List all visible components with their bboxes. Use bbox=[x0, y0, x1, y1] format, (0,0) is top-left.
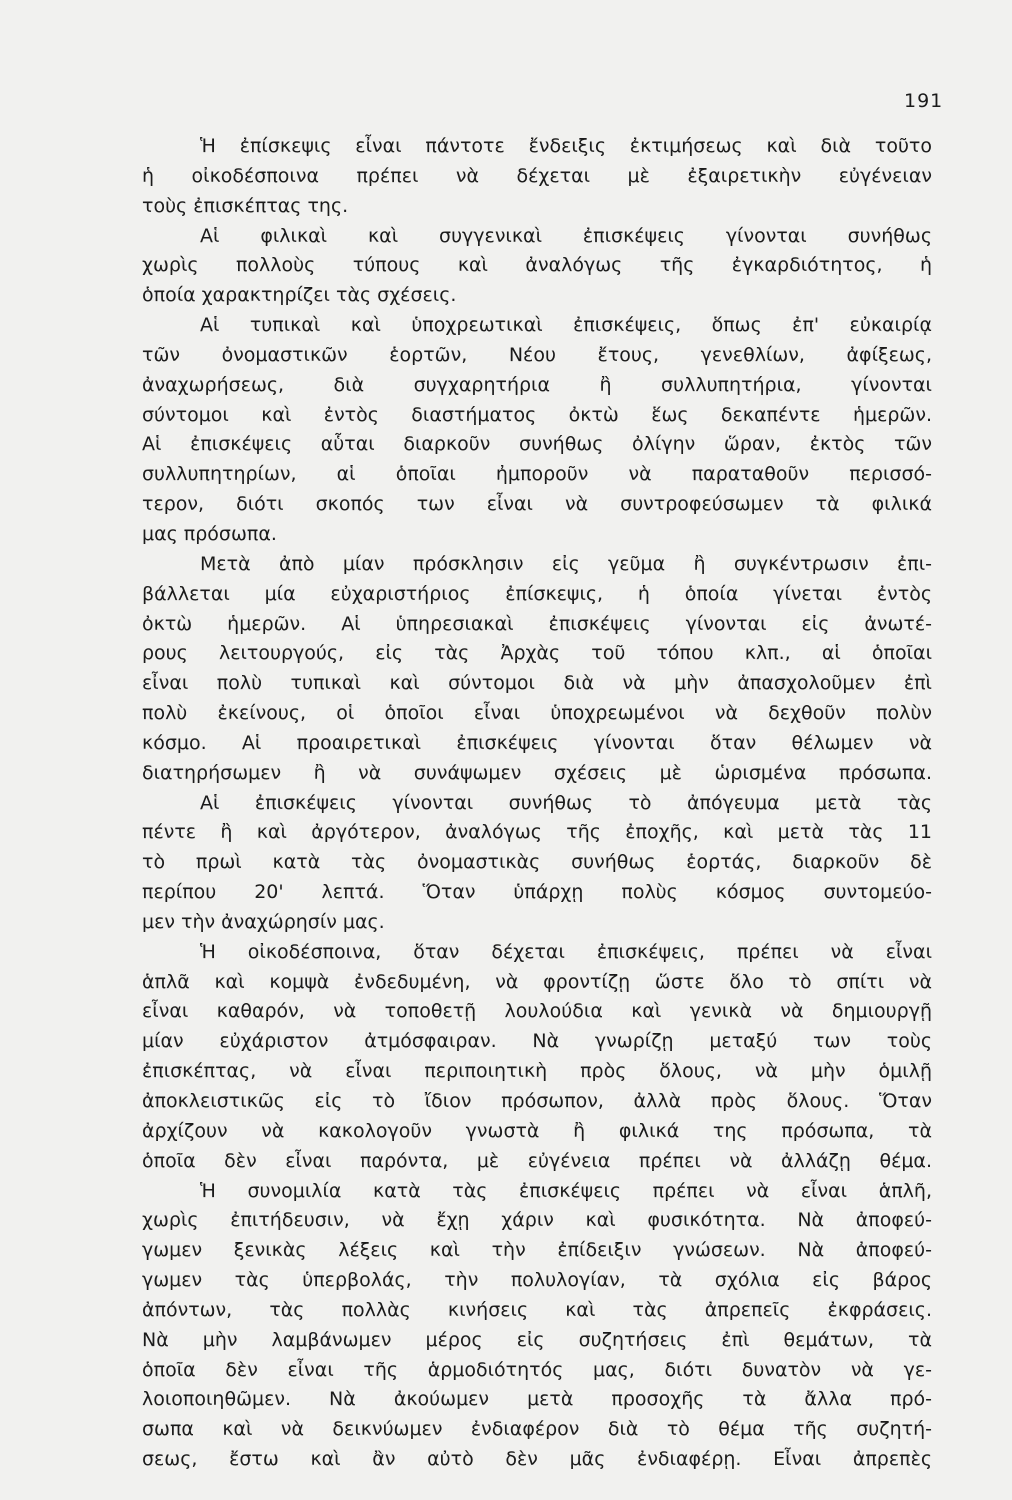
text-line: ἀποκλειστικῶς εἰς τὸ ἴδιον πρόσωπον, ἀλλὰ πρὸς ὅλους. Ὅταν bbox=[142, 1090, 932, 1112]
text-line: Αἱ ἐπισκέψεις γίνονται συνήθως τὸ ἀπόγευμα μετὰ τὰς bbox=[200, 791, 932, 814]
text-line: Νὰ μὴν λαμβάνωμεν μέρος εἰς συζητήσεις ἐπὶ θεμάτων, τὰ bbox=[142, 1328, 932, 1351]
text-line: ἀπόντων, τὰς πολλὰς κινήσεις καὶ τὰς ἀπρεπεῖς ἐκφράσεις. bbox=[142, 1298, 932, 1321]
text-line: χωρὶς πολλοὺς τύπους καὶ ἀναλόγως τῆς ἐγκαρδιότητος, ἡ bbox=[142, 254, 932, 277]
text-line: εἶναι πολὺ τυπικαὶ καὶ σύντομοι διὰ νὰ μὴν ἀπασχολοῦμεν ἐπὶ bbox=[142, 672, 932, 695]
text-line: ἁπλᾶ καὶ κομψὰ ἐνδεδυμένη, νὰ φροντίζῃ ὥστε ὅλο τὸ σπίτι νὰ bbox=[142, 970, 932, 993]
text-line: πέντε ἢ καὶ ἀργότερον, ἀναλόγως τῆς ἐποχῆς, καὶ μετὰ τὰς 11 bbox=[142, 821, 932, 844]
page-number: 191 bbox=[904, 90, 944, 112]
text-line: λοιοποιηθῶμεν. Νὰ ἀκούωμεν μετὰ προσοχῆς τὰ ἄλλα πρό- bbox=[142, 1388, 932, 1411]
text-line: ὀκτὼ ἡμερῶν. Αἱ ὑπηρεσιακαὶ ἐπισκέψεις γίνονται εἰς ἀνωτέ- bbox=[142, 612, 932, 635]
text-line: πολὺ ἐκείνους, οἱ ὁποῖοι εἶναι ὑποχρεωμένοι νὰ δεχθοῦν πολὺν bbox=[142, 702, 932, 725]
text-line: ὁποῖα δὲν εἶναι παρόντα, μὲ εὐγένεια πρέπει νὰ ἀλλάζῃ θέμα. bbox=[142, 1149, 932, 1172]
text-line: ὁποῖα δὲν εἶναι τῆς ἁρμοδιότητός μας, διότι δυνατὸν νὰ γε- bbox=[142, 1358, 932, 1381]
text-line: Ἡ ἐπίσκεψις εἶναι πάντοτε ἔνδειξις ἐκτιμήσεως καὶ διὰ τοῦτο bbox=[200, 135, 932, 157]
text-line: μας πρόσωπα. bbox=[142, 522, 277, 545]
text-line: Μετὰ ἀπὸ μίαν πρόσκλησιν εἰς γεῦμα ἢ συγκέντρωσιν ἐπι- bbox=[200, 552, 932, 575]
text-line: χωρὶς ἐπιτήδευσιν, νὰ ἔχῃ χάριν καὶ φυσικότητα. Νὰ ἀποφεύ- bbox=[142, 1209, 932, 1232]
text-line: συλλυπητηρίων, αἱ ὁποῖαι ἠμποροῦν νὰ παραταθοῦν περισσό- bbox=[142, 463, 932, 486]
text-line: ἀναχωρήσεως, διὰ συγχαρητήρια ἢ συλλυπητήρια, γίνονται bbox=[142, 373, 932, 396]
text-line: σύντομοι καὶ ἐντὸς διαστήματος ὀκτὼ ἕως δεκαπέντε ἡμερῶν. bbox=[142, 403, 932, 426]
text-line: κόσμο. Αἱ προαιρετικαὶ ἐπισκέψεις γίνονται ὅταν θέλωμεν νὰ bbox=[142, 731, 932, 754]
text-line: σωπα καὶ νὰ δεικνύωμεν ἐνδιαφέρον διὰ τὸ θέμα τῆς συζητή- bbox=[142, 1418, 932, 1441]
text-line: τερον, διότι σκοπός των εἶναι νὰ συντροφεύσωμεν τὰ φιλικά bbox=[142, 493, 932, 516]
text-line: γωμεν ξενικὰς λέξεις καὶ τὴν ἐπίδειξιν γνώσεων. Νὰ ἀποφεύ- bbox=[142, 1239, 932, 1262]
text-line: τὸ πρωὶ κατὰ τὰς ὀνομαστικὰς συνήθως ἑορτάς, διαρκοῦν δὲ bbox=[142, 851, 932, 874]
text-line: μεν τὴν ἀναχώρησίν μας. bbox=[142, 910, 385, 933]
text-line: Αἱ ἐπισκέψεις αὗται διαρκοῦν συνήθως ὀλίγην ὥραν, ἐκτὸς τῶν bbox=[142, 433, 932, 456]
text-line: διατηρήσωμεν ἢ νὰ συνάψωμεν σχέσεις μὲ ὡρισμένα πρόσωπα. bbox=[142, 761, 932, 784]
text-line: Ἡ οἰκοδέσποινα, ὅταν δέχεται ἐπισκέψεις, πρέπει νὰ εἶναι bbox=[200, 940, 932, 963]
text-line: ρους λειτουργούς, εἰς τὰς Ἀρχὰς τοῦ τόπου κλπ., αἱ ὁποῖαι bbox=[142, 642, 932, 665]
text-line: τοὺς ἐπισκέπτας της. bbox=[142, 194, 349, 217]
text-line: μίαν εὐχάριστον ἀτμόσφαιραν. Νὰ γνωρίζῃ μεταξύ των τοὺς bbox=[142, 1030, 932, 1053]
text-line: Αἱ φιλικαὶ καὶ συγγενικαὶ ἐπισκέψεις γίνονται συνήθως bbox=[200, 224, 932, 247]
text-line: τῶν ὀνομαστικῶν ἑορτῶν, Νέου ἔτους, γενεθλίων, ἀφίξεως, bbox=[142, 343, 932, 366]
text-line: περίπου 20' λεπτά. Ὅταν ὑπάρχῃ πολὺς κόσμος συντομεύο- bbox=[142, 881, 932, 904]
text-line: Αἱ τυπικαὶ καὶ ὑποχρεωτικαὶ ἐπισκέψεις, ὅπως ἐπ' εὐκαιρίᾳ bbox=[200, 314, 932, 337]
text-line: γωμεν τὰς ὑπερβολάς, τὴν πολυλογίαν, τὰ σχόλια εἰς βάρος bbox=[142, 1269, 932, 1292]
text-line: Ἡ συνομιλία κατὰ τὰς ἐπισκέψεις πρέπει νὰ εἶναι ἁπλῆ, bbox=[200, 1179, 932, 1202]
text-line: ἐπισκέπτας, νὰ εἶναι περιποιητικὴ πρὸς ὅλους, νὰ μὴν ὁμιλῇ bbox=[142, 1060, 932, 1083]
text-line: σεως, ἔστω καὶ ἂν αὐτὸ δὲν μᾶς ἐνδιαφέρῃ. Εἶναι ἀπρεπὲς bbox=[142, 1448, 932, 1471]
text-line: ἀρχίζουν νὰ κακολογοῦν γνωστὰ ἢ φιλικά της πρόσωπα, τὰ bbox=[142, 1119, 932, 1142]
body-text bbox=[142, 132, 932, 1475]
text-line: βάλλεται μία εὐχαριστήριος ἐπίσκεψις, ἡ ὁποία γίνεται ἐντὸς bbox=[142, 582, 932, 605]
text-line: εἶναι καθαρόν, νὰ τοποθετῇ λουλούδια καὶ γενικὰ νὰ δημιουργῇ bbox=[142, 1000, 932, 1023]
text-line: ἡ οἰκοδέσποινα πρέπει νὰ δέχεται μὲ ἐξαιρετικὴν εὐγένειαν bbox=[142, 164, 932, 187]
text-line: ὁποία χαρακτηρίζει τὰς σχέσεις. bbox=[142, 284, 457, 307]
